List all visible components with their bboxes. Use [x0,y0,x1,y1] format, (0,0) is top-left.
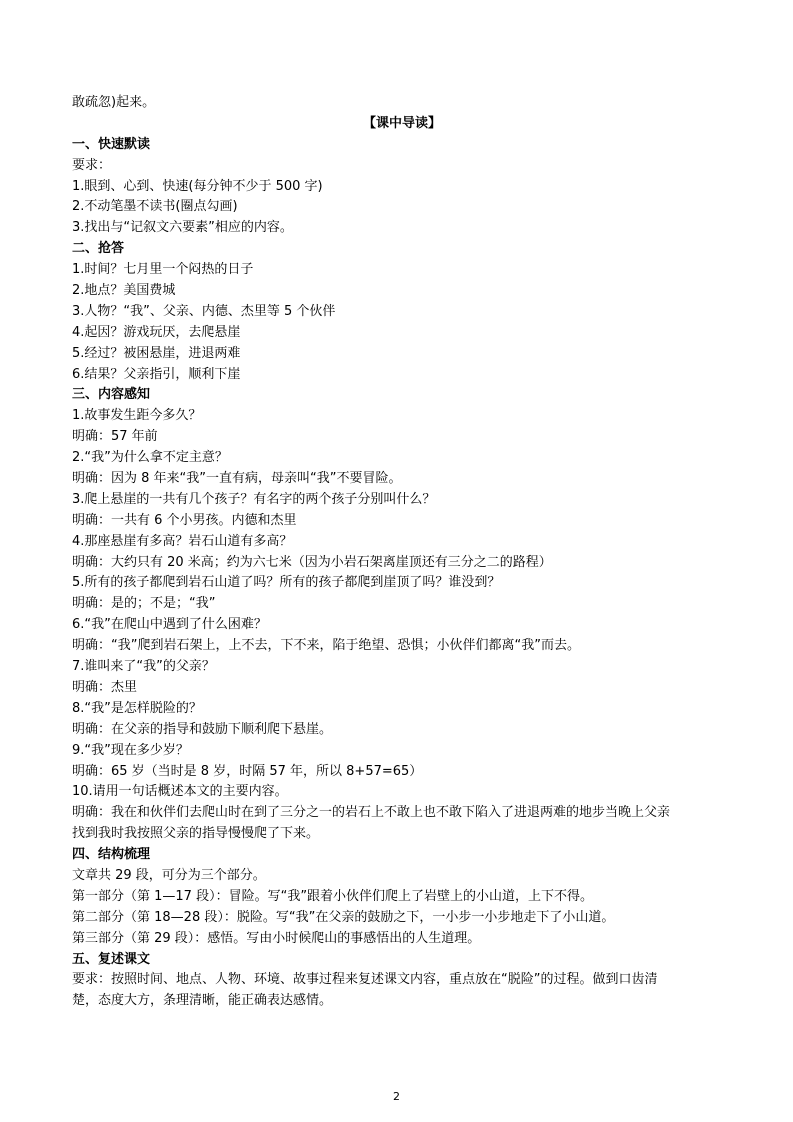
text-line: 1.时间？七月里一个闷热的日子 [72,262,254,278]
text-line: 3.找出与“记叙文六要素”相应的内容。 [72,220,293,236]
text-line: 1.故事发生距今多久？ [72,408,202,424]
section-heading: 一、快速默读 [72,136,151,152]
text-line: 要求： [72,157,112,173]
text-line: 敢疏忽)起来。 [72,95,156,110]
text-line: 2.“我”为什么拿不定主意？ [72,450,228,466]
text-line: 7.谁叫来了“我”的父亲？ [72,659,215,675]
section-title: 【课中导读】 [362,115,441,131]
text-line: 找到我时我按照父亲的指导慢慢爬了下来。 [72,826,320,842]
text-line: 明确：杰里 [72,679,138,695]
page-number: 2 [393,1090,400,1103]
document-body [72,93,732,1012]
text-line: 6.“我”在爬山中遇到了什么困难？ [72,617,267,633]
text-line: 3.人物？“我”、父亲、内德、杰里等 5 个伙伴 [72,303,336,319]
text-line: 要求：按照时间、地点、人物、环境、故事过程来复述课文内容，重点放在“脱险”的过程。做到口齿清 [72,972,658,988]
text-line: 第三部分（第 29 段）：感悟。写由小时候爬山的事感悟出的人生道理。 [72,930,481,946]
section-heading: 四、结构梳理 [72,847,151,863]
text-line: 2.不动笔墨不读书(圈点勾画) [72,199,238,215]
text-line: 1.眼到、心到、快速(每分钟不少于 500 字) [72,178,323,194]
text-line: 3.爬上悬崖的一共有几个孩子？有名字的两个孩子分别叫什么？ [72,491,436,507]
text-line: 文章共 29 段，可分为三个部分。 [72,867,266,883]
section-heading: 三、内容感知 [72,387,151,403]
text-line: 10.请用一句话概述本文的主要内容。 [72,784,288,800]
section-heading: 二、抢答 [72,241,125,257]
text-line: 6.结果？父亲指引，顺利下崖 [72,366,241,382]
text-line: 明确：大约只有 20 米高；约为六七米（因为小岩石架离崖顶还有三分之二的路程） [72,554,552,570]
text-line: 楚，态度大方，条理清晰，能正确表达感情。 [72,993,333,1009]
text-line: 明确：一共有 6 个小男孩。内德和杰里 [72,512,297,528]
text-line: 第一部分（第 1—17 段）：冒险。写“我”跟着小伙伴们爬上了岩壁上的小山道，上下不得。 [72,888,594,904]
text-line: 明确：57 年前 [72,429,158,445]
section-heading: 五、复述课文 [72,951,151,967]
text-line: 第二部分（第 18—28 段）：脱险。写“我”在父亲的鼓励之下，一小步一小步地走下了小山道。 [72,909,615,925]
text-line: 8.“我”是怎样脱险的？ [72,700,202,716]
text-line: 明确：我在和伙伴们去爬山时在到了三分之一的岩石上不敢上也不敢下陷入了进退两难的地步当晚上父亲 [72,805,671,821]
text-line: 明确：“我”爬到岩石架上，上不去，下不来，陷于绝望、恐惧；小伙伴们都离“我”而去。 [72,638,580,654]
text-line: 明确：是的；不是；“我” [72,596,216,612]
text-line: 2.地点？美国费城 [72,283,176,299]
text-line: 5.经过？被困悬崖，进退两难 [72,345,241,361]
text-line: 4.起因？游戏玩厌，去爬悬崖 [72,324,241,340]
text-line: 4.那座悬崖有多高？岩石山道有多高？ [72,533,293,549]
text-line: 明确：因为 8 年来“我”一直有病，母亲叫“我”不要冒险。 [72,471,402,487]
text-line: 明确：65 岁（当时是 8 岁，时隔 57 年，所以 8+57=65） [72,763,423,779]
text-line: 9.“我”现在多少岁？ [72,742,189,758]
text-line: 5.所有的孩子都爬到岩石山道了吗？所有的孩子都爬到崖顶了吗？谁没到？ [72,575,501,591]
text-line: 明确：在父亲的指导和鼓励下顺利爬下悬崖。 [72,721,333,737]
